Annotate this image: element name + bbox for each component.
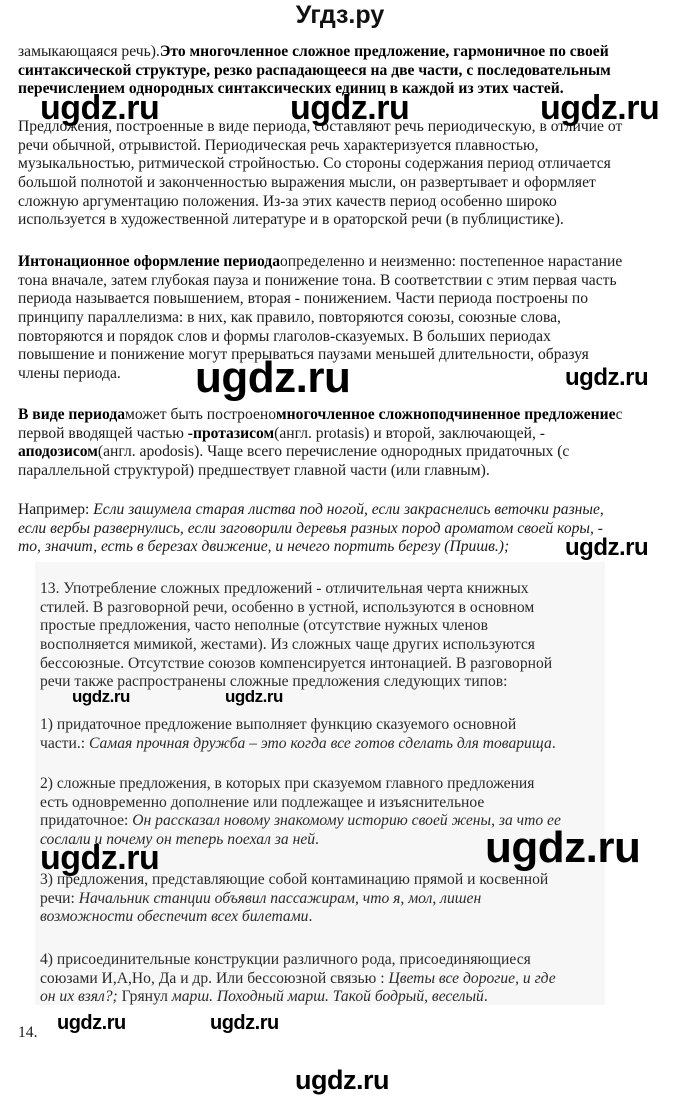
text-segment: речи обычной, отрывистой. Периодическая речь характеризуется плавностью, <box>18 136 539 154</box>
text-segment: 2) сложные предложения, в которых при сказуемом главного предложения <box>40 775 535 792</box>
paragraph-p4 <box>18 406 623 481</box>
watermark-logo: ugdz.ru <box>40 838 160 877</box>
page-title: Угдз.ру <box>295 1 385 29</box>
text-segment: . <box>315 831 319 849</box>
text-segment: используется в художественной литературе и в ораторской речи (в публицистике). <box>18 211 564 229</box>
text-line <box>18 425 623 444</box>
watermark-logo: ugdz.ru <box>540 88 660 127</box>
text-line <box>18 1024 38 1043</box>
text-segment: повышение и понижение могут прерываться паузами меньшей длительности, образуя <box>18 346 589 364</box>
text-segment: Предложения, построенные в виде периода, составляют речь периодическую, в отличие от <box>18 118 623 135</box>
text-segment: замыкающаяся речь). <box>18 43 160 60</box>
watermark-logo: ugdz.ru <box>565 533 649 561</box>
text-segment: 1) придаточное предложение выполняет функцию сказуемого основной <box>40 716 517 733</box>
italic-example-text: марш. Походный марш. Такой бодрый, веселый <box>171 988 484 1006</box>
text-segment: большой полнотой и законченностью выражения мысли, он развертывает и оформляет <box>18 174 596 192</box>
text-segment: тона вначале, затем глубокая пауза и понижение тона. В соответствии с этим первая часть <box>18 271 617 289</box>
text-line <box>18 193 622 212</box>
text-line <box>40 908 548 927</box>
text-line <box>40 775 561 794</box>
text-segment: . <box>551 734 556 752</box>
italic-example-text: то, значит, есть в березах движение, и нечего портить березу (Пришв.); <box>18 538 510 556</box>
text-segment: может быть построено <box>125 406 277 423</box>
text-segment: определенно и неизменно: постепенное нарастание <box>280 253 623 270</box>
text-segment: восполняется мимикой, жестами). Из сложных чаще других используются <box>40 636 535 654</box>
bold-text: многочленное сложноподчиненное предложение <box>276 406 616 423</box>
text-line <box>18 137 622 156</box>
text-segment: . <box>308 908 313 926</box>
text-line <box>40 988 556 1007</box>
text-line <box>40 735 556 754</box>
text-line <box>18 62 611 81</box>
text-line <box>18 406 623 425</box>
bold-text: перечислением однородных синтаксических единиц в каждой из этих частей. <box>18 80 564 98</box>
text-segment: стилей. В разговорной речи, особенно в устной, используются в основном <box>40 598 535 616</box>
text-line <box>40 951 556 970</box>
paragraph-q14 <box>18 1024 38 1043</box>
text-line <box>40 812 561 831</box>
italic-example-text: Если зашумела старая листва под ногой, если закраснелись веточки разные, <box>93 501 604 518</box>
text-line <box>40 636 552 655</box>
watermark-logo: ugdz.ru <box>485 822 641 872</box>
watermark-logo: ugdz.ru <box>290 88 410 127</box>
text-segment: члены периода. <box>18 365 121 383</box>
italic-example-text: сослали и почему он теперь поехал за ней <box>40 831 316 849</box>
italic-example-text: Цветы все дорогие, и где <box>388 969 556 987</box>
text-line <box>40 890 548 909</box>
watermark-logo: ugdz.ru <box>225 686 283 706</box>
text-segment: (англ. protasis) и второй, заключающей, - <box>274 424 545 442</box>
text-line <box>18 462 623 481</box>
watermark-logo: ugdz.ru <box>72 686 130 706</box>
italic-example-text: если вербы развернулись, если заговорили деревья разных пород ароматом своей коры, - <box>18 519 603 537</box>
bold-text: аподозисом <box>18 443 98 461</box>
text-line <box>40 580 552 599</box>
watermark-logo: ugdz.ru <box>195 352 351 402</box>
text-line <box>40 970 556 989</box>
italic-example-text: он их взял?; <box>40 988 122 1006</box>
text-segment: параллельной структурой) предшествует главной части (или главным). <box>18 462 490 480</box>
bold-text: Это многочленное сложное предложение, гармоничное по своей <box>159 43 609 60</box>
text-segment: 4) присоединительные конструкции различного рода, присоединяющиеся <box>40 951 531 968</box>
text-line <box>18 501 604 520</box>
text-line <box>18 43 611 62</box>
bold-text: -протазисом <box>187 424 275 442</box>
paragraph-q13 <box>40 580 552 692</box>
watermark-logo: ugdz.ru <box>210 1012 279 1034</box>
text-line <box>18 253 622 272</box>
text-line <box>18 309 622 328</box>
text-segment: принципу параллелизма: в них, как правило, повторяются союзы, союзные слова, <box>18 309 561 327</box>
watermark-logo: ugdz.ru <box>40 88 160 127</box>
text-line <box>18 328 622 347</box>
text-line <box>18 290 622 309</box>
watermark-logo: ugdz.ru <box>57 1012 126 1034</box>
text-segment: первой вводящей частью <box>18 424 188 442</box>
text-segment: сложную аргументацию положения. Из-за этих качеств период особенно широко <box>18 192 557 210</box>
text-line <box>18 155 622 174</box>
text-line <box>18 443 623 462</box>
text-line <box>18 538 604 557</box>
paragraph-item3 <box>40 871 548 927</box>
text-segment: речи также распространены сложные предложения следующих типов: <box>40 673 508 691</box>
italic-example-text: Начальник станции объявил пассажирам, что я, мол, лишен <box>78 889 482 907</box>
text-line <box>40 655 552 674</box>
text-line <box>18 520 604 539</box>
paragraph-item4 <box>40 951 556 1007</box>
bold-text: В виде периода <box>18 406 126 423</box>
italic-example-text: Самая прочная дружба – это когда все готов сделать для товарища <box>88 734 552 752</box>
text-segment: бессоюзные. Отсутствие союзов компенсируется интонацией. В разговорной <box>40 654 553 672</box>
paragraph-item1 <box>40 716 556 753</box>
text-line <box>40 716 556 735</box>
text-segment: музыкальностью, ритмической стройностью. Со стороны содержания период отличается <box>18 155 611 173</box>
text-segment: 14. <box>18 1024 38 1041</box>
text-segment: есть одновременно дополнение или подлежащее и изъяснительное <box>40 793 485 811</box>
text-segment: повторяются и порядок слов и формы глаголов-сказуемых. В больших периодах <box>18 327 551 345</box>
text-segment: (англ. apodosis). Чаще всего перечисление однородных придаточных (с <box>97 443 570 461</box>
italic-example-text: Он рассказал новому знакомому историю своей жены, за что ее <box>132 812 561 830</box>
paragraph-p2 <box>18 118 622 230</box>
text-segment: речи: <box>40 889 79 907</box>
bold-text: синтаксической структуре, резко распадающееся на две части, с последовательным <box>18 61 611 79</box>
text-segment: периода называется повышением, вторая - понижением. Части периода построены по <box>18 290 589 308</box>
text-segment: Грянул <box>121 988 172 1006</box>
italic-example-text: возможности обеспечит всех билетами <box>40 908 309 926</box>
text-segment: союзами И,А,Но, Да и др. Или бессоюзной связью : <box>40 969 389 987</box>
text-segment: части.: <box>40 734 89 752</box>
text-line <box>40 599 552 618</box>
text-segment: с <box>615 406 623 423</box>
text-line <box>40 617 552 636</box>
watermark-logo: ugdz.ru <box>295 1064 389 1095</box>
bold-text: Интонационное оформление периода <box>18 253 280 270</box>
text-line <box>40 794 561 813</box>
text-line <box>18 272 622 291</box>
text-segment: Например: <box>18 501 94 518</box>
paragraph-example <box>18 501 604 557</box>
text-segment: 3) предложения, представляющие собой контаминацию прямой и косвенной <box>40 871 549 888</box>
text-segment: простые предложения, часто неполные (отсутствие нужных членов <box>40 617 488 635</box>
text-line <box>18 174 622 193</box>
text-segment: . <box>483 988 488 1006</box>
text-segment: 13. Употребление сложных предложений - отличительная черта книжных <box>40 580 529 597</box>
text-segment: придаточное: <box>40 812 133 830</box>
text-line <box>18 211 622 230</box>
watermark-logo: ugdz.ru <box>565 363 649 391</box>
